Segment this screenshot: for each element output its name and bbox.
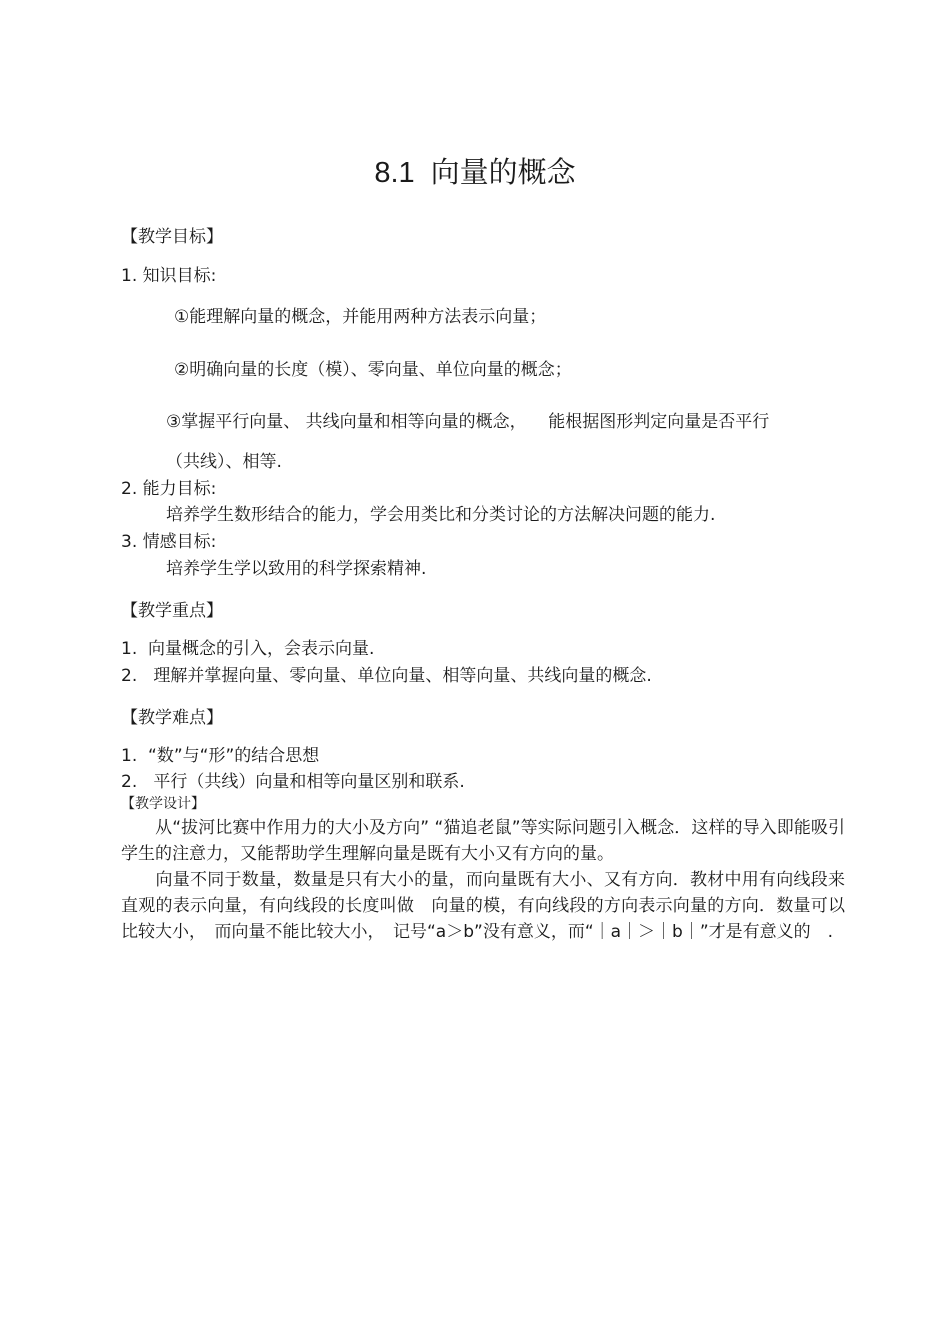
knowledge-item-2: ②明确向量的长度（模）、零向量、单位向量的概念； [174, 360, 572, 380]
key-point-2: 2. 理解并掌握向量、零向量、单位向量、相等向量、共线向量的概念. [121, 666, 652, 686]
difficulties-heading: 【教学难点】 [121, 708, 223, 728]
section-title: 向量的概念 [430, 157, 576, 189]
design-paragraph-2: 向量不同于数量，数量是只有大小的量，而向量既有大小、又有方向．教材中用有向线段来直观的表示向量，有向线段的长度叫做 向量的模，有向线段的方向表示向量的方向．数量可以比较大小， 而向量不能比较大小， 记号“a＞b”没有意义，而“｜a｜＞｜b｜”才是有意义的 . [121, 870, 845, 942]
key-points-heading: 【教学重点】 [121, 601, 223, 621]
ability-label: 2. 能力目标: [121, 479, 217, 499]
design-heading: 【教学设计】 [121, 796, 205, 812]
section-number: 8.1 [374, 157, 415, 189]
emotion-text: 培养学生学以致用的科学探索精神. [166, 559, 427, 579]
difficulty-2: 2. 平行（共线）向量和相等向量区别和联系. [121, 772, 465, 792]
knowledge-item-1: ①能理解向量的概念，并能用两种方法表示向量； [174, 307, 547, 327]
difficulty-1: 1. “数”与“形”的结合思想 [121, 746, 320, 766]
knowledge-item-3: ③掌握平行向量、 共线向量和相等向量的概念， 能根据图形判定向量是否平行 [166, 412, 770, 432]
emotion-label: 3. 情感目标: [121, 532, 217, 552]
page-title [0, 150, 950, 191]
ability-text: 培养学生数形结合的能力，学会用类比和分类讨论的方法解决问题的能力. [166, 505, 716, 525]
objectives-heading: 【教学目标】 [121, 227, 223, 247]
design-paragraph-1: 从“拔河比赛中作用力的大小及方向” “猫追老鼠”等实际问题引入概念．这样的导入即能吸引学生的注意力，又能帮助学生理解向量是既有大小又有方向的量。 [121, 818, 845, 864]
knowledge-item-3-cont: （共线）、相等. [166, 452, 282, 472]
key-point-1: 1. 向量概念的引入，会表示向量. [121, 639, 375, 659]
knowledge-label: 1. 知识目标: [121, 266, 217, 286]
